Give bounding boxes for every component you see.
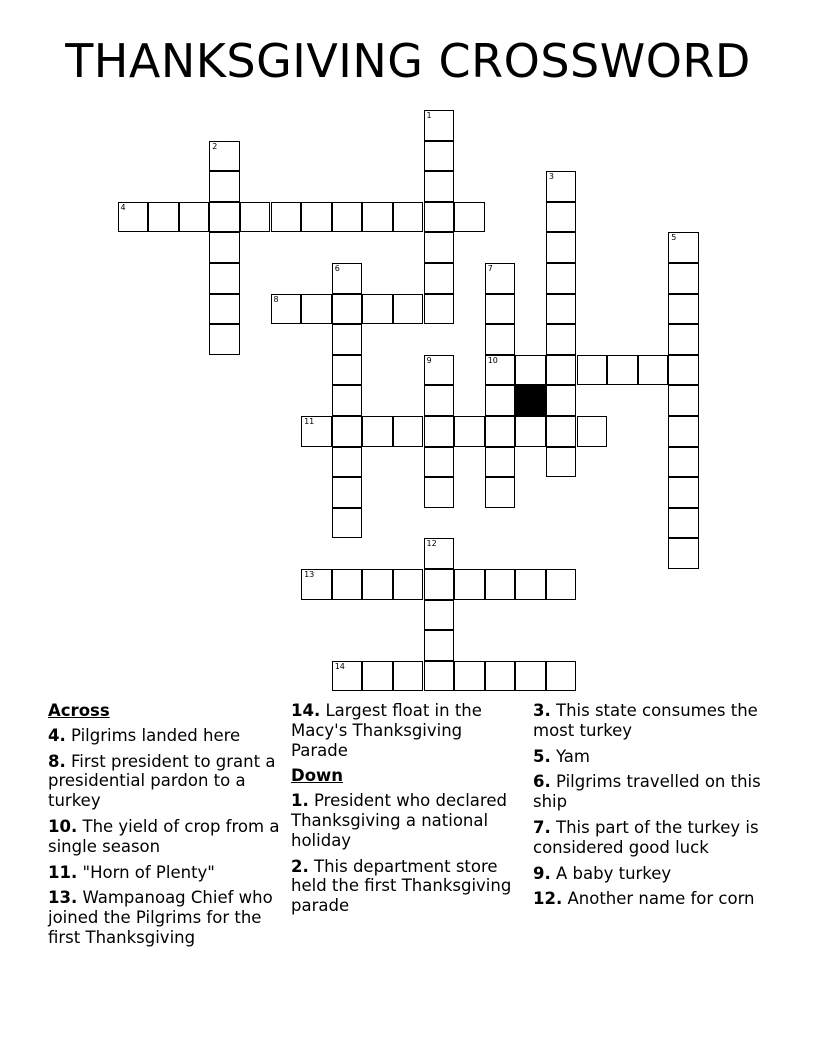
grid-cell[interactable]	[607, 355, 638, 386]
grid-cell[interactable]	[118, 202, 149, 233]
grid-cell[interactable]	[424, 171, 455, 202]
clue-text: Wampanoag Chief who joined the Pilgrims for the first Thanksgiving	[48, 888, 273, 947]
cell-number: 6	[334, 264, 340, 273]
grid-cell[interactable]	[301, 202, 332, 233]
grid-cell[interactable]	[393, 202, 424, 233]
cell-number: 10	[487, 355, 498, 365]
grid-cell[interactable]	[393, 661, 424, 692]
cell-number: 11	[304, 417, 315, 426]
clue-text: First president to grant a presidential pardon to a turkey	[48, 751, 276, 811]
grid-cell[interactable]	[240, 202, 271, 233]
clue-down-7	[533, 818, 778, 858]
grid-cell[interactable]	[209, 232, 240, 263]
across-heading: Across	[48, 701, 110, 720]
grid-cell[interactable]	[301, 569, 332, 600]
cell-number: 13	[304, 570, 315, 579]
clue-text: Largest float in the Macy's Thanksgiving Parade	[291, 701, 482, 760]
grid-cell[interactable]	[668, 294, 699, 325]
grid-cell[interactable]	[485, 477, 516, 508]
grid-cell[interactable]	[209, 202, 240, 233]
grid-cell[interactable]	[362, 569, 393, 600]
blocked-cell	[515, 385, 546, 416]
clue-text: Yam	[556, 746, 590, 766]
grid-cell[interactable]	[332, 202, 363, 233]
grid-cell[interactable]	[424, 477, 455, 508]
grid-cell[interactable]	[485, 385, 516, 416]
grid-cell[interactable]	[332, 569, 363, 600]
grid-cell[interactable]	[393, 569, 424, 600]
grid-cell[interactable]	[454, 569, 485, 600]
clue-number: 1.	[291, 791, 309, 811]
grid-cell[interactable]	[668, 416, 699, 447]
grid-cell[interactable]	[424, 416, 455, 447]
grid-cell[interactable]	[638, 355, 669, 386]
grid-cell[interactable]	[424, 355, 455, 386]
grid-cell[interactable]	[515, 416, 546, 447]
grid-cell[interactable]	[546, 202, 577, 233]
clue-number: 6.	[533, 772, 551, 792]
grid-cell[interactable]	[454, 661, 485, 692]
grid-cell[interactable]	[332, 324, 363, 355]
grid-cell[interactable]	[546, 385, 577, 416]
grid-cell[interactable]	[668, 232, 699, 263]
grid-cell[interactable]	[485, 324, 516, 355]
clue-number: 11.	[48, 862, 78, 882]
grid-cell[interactable]	[332, 294, 363, 325]
clue-number: 12.	[533, 889, 563, 909]
grid-cell[interactable]	[546, 324, 577, 355]
grid-cell[interactable]	[668, 538, 699, 569]
grid-cell[interactable]	[424, 447, 455, 478]
grid-cell[interactable]	[209, 263, 240, 294]
grid-cell[interactable]	[301, 416, 332, 447]
clue-across-13	[48, 888, 286, 947]
grid-cell[interactable]	[546, 294, 577, 325]
grid-cell[interactable]	[271, 294, 302, 325]
grid-cell[interactable]	[424, 263, 455, 294]
clue-down-3	[533, 701, 778, 741]
clue-across-14	[291, 701, 521, 760]
grid-cell[interactable]	[209, 324, 240, 355]
grid-cell[interactable]	[546, 232, 577, 263]
clue-number: 3.	[533, 701, 551, 720]
clue-number: 9.	[533, 863, 551, 883]
grid-cell[interactable]	[546, 661, 577, 692]
grid-cell[interactable]	[332, 447, 363, 478]
clue-down-1	[291, 791, 521, 850]
grid-cell[interactable]	[424, 630, 455, 661]
grid-cell[interactable]	[546, 416, 577, 447]
grid-cell[interactable]	[424, 600, 455, 631]
grid-cell[interactable]	[362, 202, 393, 233]
clue-number: 5.	[533, 746, 551, 766]
grid-cell[interactable]	[577, 416, 608, 447]
clue-text: Pilgrims travelled on this ship	[533, 772, 761, 812]
cell-number: 7	[487, 264, 493, 273]
grid-cell[interactable]	[485, 416, 516, 447]
clue-down-2	[291, 857, 521, 916]
grid-cell[interactable]	[668, 508, 699, 539]
grid-cell[interactable]	[332, 477, 363, 508]
grid-cell[interactable]	[332, 355, 363, 386]
grid-cell[interactable]	[332, 508, 363, 539]
clue-text: President who declared Thanksgiving a national holiday	[291, 791, 507, 850]
clue-across-8	[48, 752, 286, 811]
grid-cell[interactable]	[668, 385, 699, 416]
grid-cell[interactable]	[332, 385, 363, 416]
clue-text: This part of the turkey is considered good luck	[533, 817, 759, 857]
clue-across-10	[48, 817, 286, 857]
grid-cell[interactable]	[485, 355, 516, 386]
grid-cell[interactable]	[485, 569, 516, 600]
grid-cell[interactable]	[424, 569, 455, 600]
grid-cell[interactable]	[485, 661, 516, 692]
clue-column-1	[48, 701, 286, 954]
grid-cell[interactable]	[424, 110, 455, 141]
grid-cell[interactable]	[546, 355, 577, 386]
grid-cell[interactable]	[546, 569, 577, 600]
clue-text: A baby turkey	[556, 863, 672, 883]
grid-cell[interactable]	[515, 355, 546, 386]
clue-across-4	[48, 726, 286, 746]
clue-column-2	[291, 701, 521, 922]
grid-cell[interactable]	[209, 171, 240, 202]
clue-number: 10.	[48, 816, 78, 836]
clue-down-5	[533, 747, 778, 767]
grid-cell[interactable]	[301, 294, 332, 325]
grid-cell[interactable]	[424, 661, 455, 692]
down-heading: Down	[291, 766, 344, 786]
grid-cell[interactable]	[424, 385, 455, 416]
clue-across-11	[48, 863, 286, 883]
grid-cell[interactable]	[332, 661, 363, 692]
clue-number: 7.	[533, 817, 551, 837]
grid-cell[interactable]	[546, 447, 577, 478]
clue-number: 13.	[48, 888, 78, 908]
grid-cell[interactable]	[515, 569, 546, 600]
clue-text: This state consumes the most turkey	[533, 701, 758, 740]
cell-number: 2	[212, 141, 218, 151]
clue-number: 14.	[291, 701, 321, 720]
grid-cell[interactable]	[668, 477, 699, 508]
grid-cell[interactable]	[668, 355, 699, 386]
clue-number: 8.	[48, 751, 66, 771]
cell-number: 14	[334, 661, 345, 671]
clue-text: The yield of crop from a single season	[48, 816, 280, 856]
grid-cell[interactable]	[424, 538, 455, 569]
grid-cell[interactable]	[515, 661, 546, 692]
page-title: THANKSGIVING CROSSWORD	[65, 34, 751, 88]
grid-cell[interactable]	[454, 202, 485, 233]
grid-cell[interactable]	[668, 447, 699, 478]
grid-cell[interactable]	[362, 661, 393, 692]
grid-cell[interactable]	[148, 202, 179, 233]
grid-cell[interactable]	[362, 416, 393, 447]
grid-cell[interactable]	[393, 294, 424, 325]
grid-cell[interactable]	[209, 294, 240, 325]
grid-cell[interactable]	[668, 263, 699, 294]
grid-cell[interactable]	[332, 263, 363, 294]
clue-text: This department store held the first Thanksgiving parade	[291, 856, 512, 916]
cell-number: 1	[426, 111, 432, 120]
grid-cell[interactable]	[485, 294, 516, 325]
grid-cell[interactable]	[424, 202, 455, 233]
clue-down-6	[533, 772, 778, 812]
clue-column-3	[533, 701, 778, 915]
grid-cell[interactable]	[546, 171, 577, 202]
clue-text: Another name for corn	[567, 889, 755, 909]
grid-cell[interactable]	[179, 202, 210, 233]
grid-cell[interactable]	[393, 416, 424, 447]
cell-number: 3	[548, 172, 554, 182]
grid-cell[interactable]	[668, 324, 699, 355]
grid-cell[interactable]	[424, 294, 455, 325]
cell-number: 9	[426, 355, 432, 365]
cell-number: 12	[426, 539, 437, 549]
grid-cell[interactable]	[424, 141, 455, 172]
grid-cell[interactable]	[485, 263, 516, 294]
grid-cell[interactable]	[271, 202, 302, 233]
clue-down-9	[533, 864, 778, 884]
grid-cell[interactable]	[209, 141, 240, 172]
cell-number: 5	[671, 233, 677, 243]
clue-down-12	[533, 889, 778, 909]
clue-number: 2.	[291, 856, 309, 876]
grid-cell[interactable]	[454, 416, 485, 447]
cell-number: 4	[120, 202, 126, 212]
grid-cell[interactable]	[485, 447, 516, 478]
clue-number: 4.	[48, 725, 66, 745]
cell-number: 8	[273, 294, 279, 304]
clue-text: Pilgrims landed here	[71, 725, 241, 745]
grid-cell[interactable]	[362, 294, 393, 325]
grid-cell[interactable]	[424, 232, 455, 263]
grid-cell[interactable]	[546, 263, 577, 294]
grid-cell[interactable]	[332, 416, 363, 447]
clue-text: "Horn of Plenty"	[82, 862, 215, 882]
grid-cell[interactable]	[577, 355, 608, 386]
